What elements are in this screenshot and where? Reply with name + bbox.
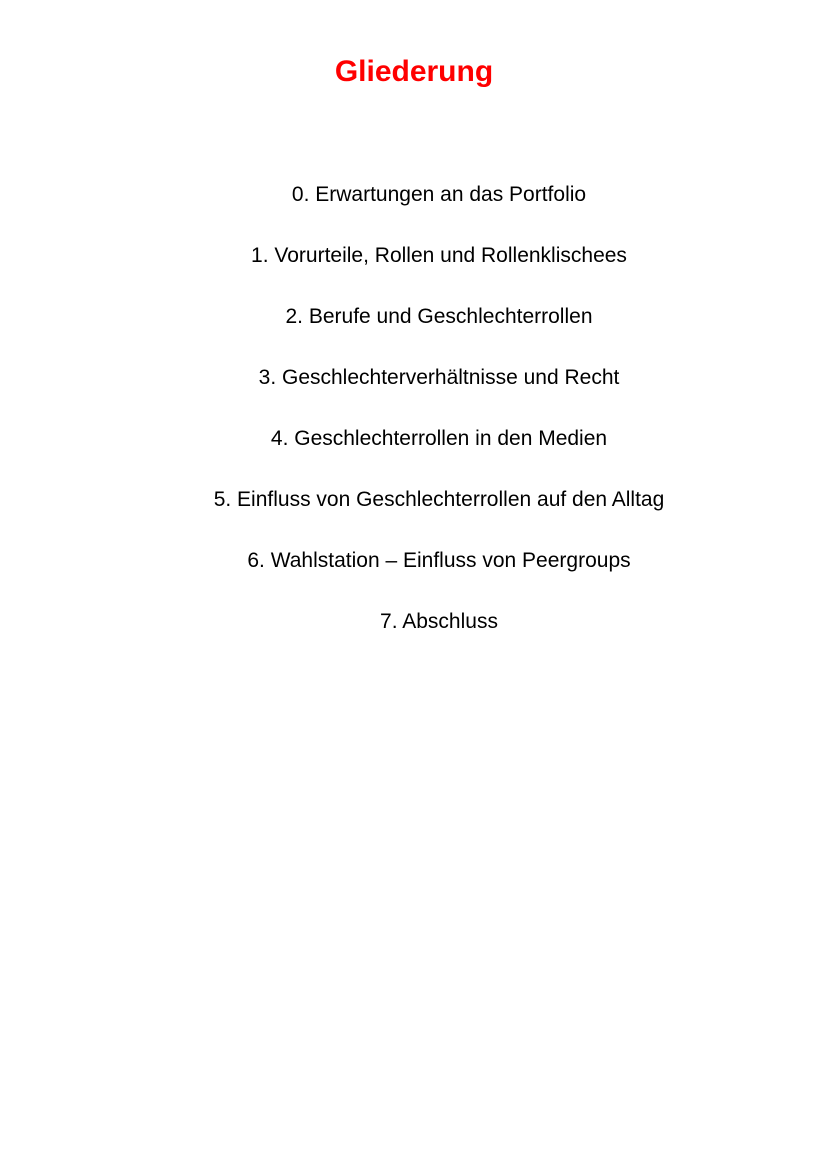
toc-item: 5. Einfluss von Geschlechterrollen auf den Alltag bbox=[213, 488, 665, 511]
toc-item: 3. Geschlechterverhältnisse und Recht bbox=[258, 366, 620, 389]
table-of-contents bbox=[52, 179, 826, 667]
toc-item: 1. Vorurteile, Rollen und Rollenklischees bbox=[251, 244, 627, 267]
toc-item: 0. Erwartungen an das Portfolio bbox=[291, 183, 587, 206]
toc-item: 4. Geschlechterrollen in den Medien bbox=[270, 427, 608, 450]
toc-item: 7. Abschluss bbox=[380, 610, 498, 633]
toc-item: 2. Berufe und Geschlechterrollen bbox=[285, 305, 593, 328]
toc-item: 6. Wahlstation – Einfluss von Peergroups bbox=[247, 549, 631, 572]
page-title: Gliederung bbox=[334, 55, 494, 88]
